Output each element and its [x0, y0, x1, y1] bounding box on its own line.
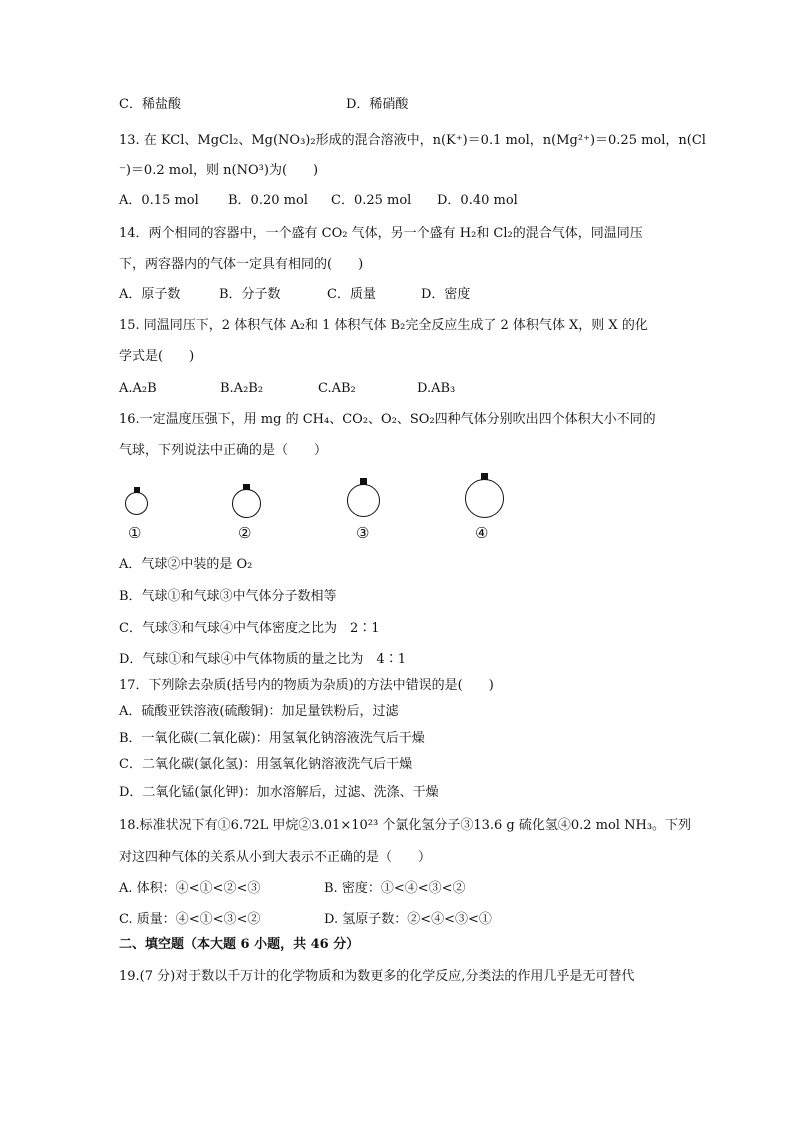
q18-option-b: B. 密度：①<④<③<②: [324, 881, 466, 896]
q16-stem-line2: 气球，下列说法中正确的是（ ）: [119, 443, 328, 458]
q18-option-c: C. 质量：④<①<③<②: [119, 912, 261, 927]
q16-option-a: A．气球②中装的是 O₂: [119, 557, 253, 572]
q18-option-d: D. 氢原子数：②<④<③<①: [324, 912, 492, 927]
q12-option-c: C．稀盐酸: [119, 97, 181, 112]
q14-option-b: B．分子数: [219, 287, 281, 302]
section-heading: 二、填空题（本大题 6 小题，共 46 分）: [119, 937, 360, 952]
q13-stem-line2: ⁻)＝0.2 mol，则 n(NO³)为( ): [119, 163, 319, 178]
q15-option-b: B.A₂B₂: [220, 381, 264, 396]
balloon-4-label: ④: [475, 524, 489, 542]
q17-option-d: D．二氧化锰(氯化钾)：加水溶解后，过滤、洗涤、干燥: [119, 785, 439, 800]
q17-option-b: B．一氧化碳(二氧化碳)：用氢氧化钠溶液洗气后干燥: [119, 731, 425, 746]
q13-option-c: C．0.25 mol: [331, 193, 412, 208]
balloon-3-label: ③: [356, 524, 370, 542]
q14-option-a: A．原子数: [119, 287, 181, 302]
balloon-2-body: [232, 489, 261, 518]
q14-option-c: C．质量: [327, 287, 376, 302]
q18-option-a: A. 体积：④<①<②<③: [119, 881, 261, 896]
q14-stem-line1: 14．两个相同的容器中，一个盛有 CO₂ 气体，另一个盛有 H₂和 Cl₂的混合气体，同温同压: [119, 226, 643, 241]
q14-option-d: D．密度: [421, 287, 471, 302]
q13-option-d: D．0.40 mol: [437, 193, 518, 208]
q15-option-c: C.AB₂: [318, 381, 356, 396]
balloon-1-body: [125, 492, 148, 515]
q16-option-b: B．气球①和气球③中气体分子数相等: [119, 589, 337, 604]
balloon-2-label: ②: [238, 524, 252, 542]
q17-option-a: A．硫酸亚铁溶液(硫酸铜)：加足量铁粉后，过滤: [119, 704, 399, 719]
q15-stem-line1: 15. 同温同压下，2 体积气体 A₂和 1 体积气体 B₂完全反应生成了 2 体积气体 X，则 X 的化: [119, 318, 648, 333]
q12-options-cd: [119, 97, 409, 113]
q15-option-d: D.AB₃: [417, 381, 456, 396]
q18-stem-line1: 18.标准状况下有①6.72L 甲烷②3.01×10²³ 个氯化氢分子③13.6 g 硫化氢④0.2 mol NH₃。下列: [119, 818, 692, 833]
balloon-4-body: [465, 479, 504, 518]
q13-option-b: B．0.20 mol: [228, 193, 308, 208]
balloon-1-label: ①: [128, 524, 142, 542]
q16-option-c: C．气球③和气球④中气体密度之比为 2∶1: [119, 621, 380, 636]
q16-option-d: D．气球①和气球④中气体物质的量之比为 4∶1: [119, 652, 406, 667]
q17-option-c: C．二氧化碳(氯化氢)：用氢氧化钠溶液洗气后干燥: [119, 757, 413, 772]
q19-stem-line1: 19.(7 分)对于数以千万计的化学物质和为数更多的化学反应,分类法的作用几乎是无可替代: [119, 969, 635, 984]
q15-stem-line2: 学式是( ): [119, 349, 195, 364]
balloon-3-body: [347, 484, 380, 517]
q13-option-a: A．0.15 mol: [119, 193, 199, 208]
q17-stem: 17．下列除去杂质(括号内的物质为杂质)的方法中错误的是( ): [119, 678, 494, 693]
q12-option-d: D．稀硝酸: [346, 97, 409, 112]
q15-option-a: A.A₂B: [119, 381, 157, 396]
q18-stem-line2: 对这四种气体的关系从小到大表示不正确的是（ ）: [119, 850, 432, 865]
q16-stem-line1: 16.一定温度压强下，用 mg 的 CH₄、CO₂、O₂、SO₂四种气体分别吹出四个体积大小不同的: [119, 412, 656, 427]
q13-stem-line1: 13. 在 KCl、MgCl₂、Mg(NO₃)₂形成的混合溶液中，n(K⁺)＝0.1 mol，n(Mg²⁺)＝0.25 mol，n(Cl: [119, 133, 706, 148]
q14-stem-line2: 下，两容器内的气体一定具有相同的( ): [119, 257, 364, 272]
